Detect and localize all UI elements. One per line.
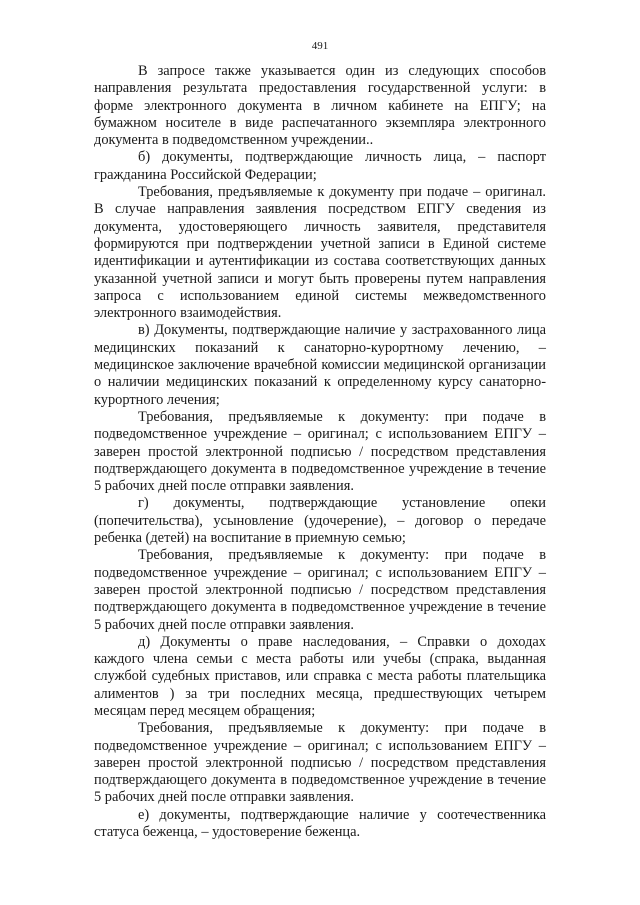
paragraph-inheritance-requirements: Требования, предъявляемые к документу: при подаче в подведомственное учреждение – оригинал; с использованием ЕПГУ – заверен простой электронной подписью / посредством представления подтверждающего документа в подведомственное учреждение в течение 5 рабочих дней после отправки заявления. xyxy=(94,720,546,806)
paragraph-request-delivery-methods: В запросе также указывается один из следующих способов направления результата предоставления государственной услуги: в форме электронного документа в личном кабинете на ЕПГУ; на бумажном носителе в виде распечатанного экземпляра электронного документа в подведомственном учреждении.. xyxy=(94,63,546,149)
paragraph-b-identity-documents: б) документы, подтверждающие личность лица, – паспорт гражданина Российской Федерации; xyxy=(94,149,546,183)
paragraph-d-inheritance-documents: д) Документы о праве наследования, – Справки о доходах каждого члена семьи с места работы или учебы (спрака, выданная службой судебных приставов, или справка с места работы плательщика алиментов ) за три последних месяца, предшествующих четырем месяцам перед месяцем обращения; xyxy=(94,633,546,719)
paragraph-v-medical-indications: в) Документы, подтверждающие наличие у застрахованного лица медицинских показаний к санаторно-курортному лечению, – медицинское заключение врачебной комиссии медицинской организации о наличии медицинских показаний к определенному курсу санаторно-курортного лечения; xyxy=(94,322,546,408)
paragraph-guardianship-requirements: Требования, предъявляемые к документу: при подаче в подведомственное учреждение – оригинал; с использованием ЕПГУ – заверен простой электронной подписью / посредством представления подтверждающего документа в подведомственное учреждение в течение 5 рабочих дней после отправки заявления. xyxy=(94,547,546,633)
page-number: 491 xyxy=(311,40,329,52)
paragraph-g-guardianship-documents: г) документы, подтверждающие установление опеки (попечительства), усыновление (удочерение), – договор о передаче ребенка (детей) на воспитание в приемную семью; xyxy=(94,495,546,547)
paragraph-e-refugee-status: е) документы, подтверждающие наличие у соотечественника статуса беженца, – удостоверение беженца. xyxy=(94,806,546,841)
paragraph-medical-requirements: Требования, предъявляемые к документу: при подаче в подведомственное учреждение – оригинал; с использованием ЕПГУ – заверен простой электронной подписью / посредством представления подтверждающего документа в подведомственное учреждение в течение 5 рабочих дней после отправки заявления. xyxy=(94,408,546,495)
paragraph-identity-requirements: Требования, предъявляемые к документу при подаче – оригинал. В случае направления заявления посредством ЕПГУ сведения из документа, удостоверяющего личность заявителя, представителя формируются при подтверждении учетной записи в Единой системе идентификации и аутентификации из состава соответствующих данных указанной учетной записи и могут быть проверены путем направления запроса с использованием единой системы межведомственного электронного взаимодействия. xyxy=(94,184,546,322)
document-body xyxy=(94,63,546,841)
